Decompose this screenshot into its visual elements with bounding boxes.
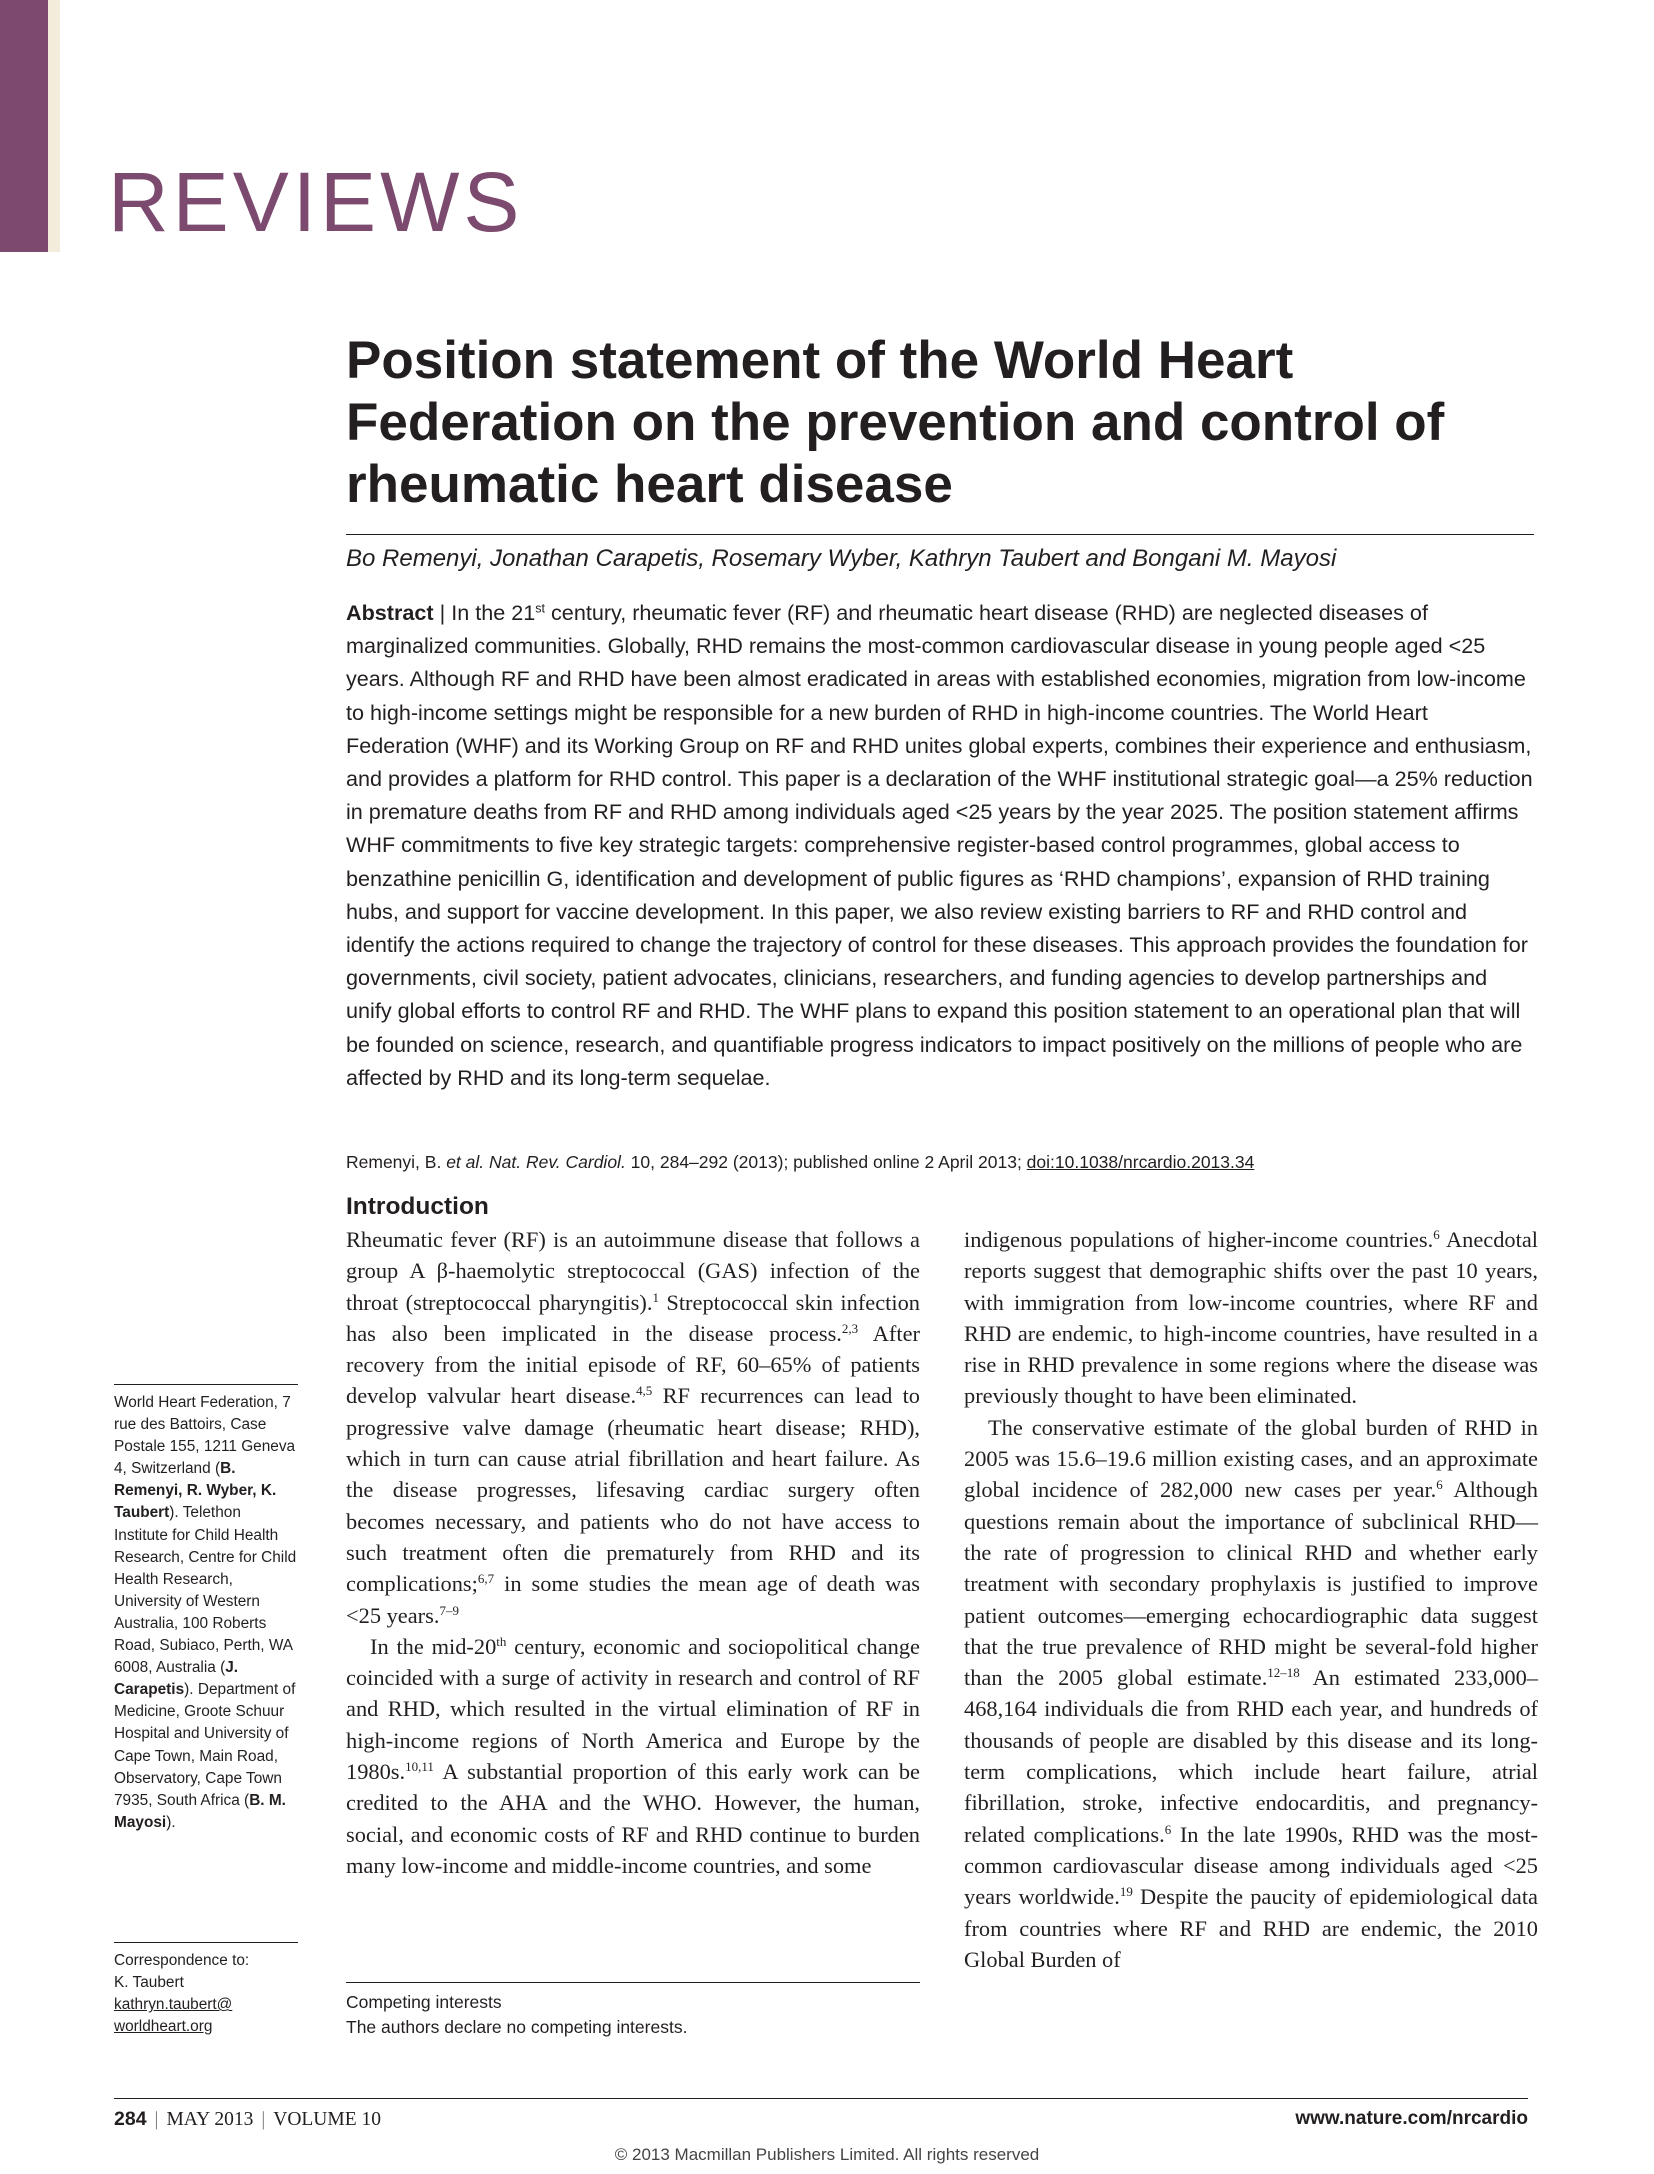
section-label: REVIEWS [108, 155, 524, 249]
page-number: 284 [114, 2108, 147, 2130]
text-run: Anecdotal reports suggest that demographic shifts over the past 10 years, with immigration from low-income countries, where RF and RHD are endemic, to high-income countries, have resulted in a rise in RHD prevalence in some regions where the disease was previously thought to have been eliminated. [964, 1227, 1539, 1409]
text-run: After recovery from the initial episode of RF, 60–65% of patients develop valvular heart disease. [346, 1320, 920, 1409]
reference-superscript: 6 [1436, 1477, 1443, 1493]
text-run: In the mid-20 [370, 1633, 497, 1659]
volume-number: VOLUME 10 [273, 2109, 382, 2130]
journal-url-link[interactable]: www.nature.com/nrcardio [1295, 2108, 1528, 2129]
correspondence [114, 1950, 298, 2038]
affiliation-text: ). Telethon Institute for Child Health Research, Centre for Child Health Research, University of Western Australia, 100 Roberts Road, Subiaco, Perth, WA 6008, Australia ( [114, 1504, 297, 1677]
affiliation-names: B. Remenyi, R. Wyber, K. Taubert [114, 1460, 277, 1522]
abstract-text: In the 21 [451, 600, 536, 625]
reference-superscript: 19 [1119, 1884, 1133, 1900]
text-run: Although questions remain about the importance of subclinical RHD—the rate of progression to clinical RHD and whether early treatment with secondary prophylaxis is justified to improve patient outcomes—emerging echocardiographic data suggest that the true prevalence of RHD might be several-fold higher than the 2005 global estimate. [964, 1477, 1539, 1691]
text-run: century, economic and sociopolitical change coincided with a surge of activity in research and control of RF and RHD, which resulted in the virtual elimination of RF in high-income regions of North America and Europe by the 1980s. [346, 1633, 920, 1785]
reference-superscript: 6 [1164, 1821, 1172, 1837]
text-run: In the late 1990s, RHD was the most-common cardiovascular disease among individuals aged <25 years worldwide. [964, 1821, 1538, 1910]
copyright-notice: © 2013 Macmillan Publishers Limited. All rights reserved [614, 2145, 1040, 2164]
correspondence-email[interactable] [114, 1996, 232, 2035]
email-part: kathryn.taubert@ [114, 1996, 233, 2014]
competing-interests-rule [346, 1982, 920, 1983]
title-rule [346, 534, 1534, 535]
reference-superscript: 6 [1433, 1227, 1440, 1243]
text-run: Despite the paucity of epidemiological data from countries where RF and RHD are endemic, the 2010 Global Burden of [964, 1884, 1538, 1972]
citation-authors: Remenyi, B. [346, 1152, 447, 1172]
article-title: Position statement of the World Heart Federation on the prevention and control of rheumatic heart disease [346, 331, 1445, 514]
reference-superscript: 12–18 [1267, 1665, 1300, 1681]
right-text-column [964, 1224, 1538, 1975]
footer-rule [114, 2098, 1528, 2099]
affiliation-names: J. Carapetis [114, 1659, 239, 1699]
text-run: indigenous populations of higher-income countries. [964, 1227, 1434, 1252]
citation-details: 10, 284–292 (2013); published online 2 April 2013; [625, 1152, 1027, 1172]
reference-superscript: 4,5 [636, 1383, 653, 1399]
text-run: The conservative estimate of the global burden of RHD in 2005 was 15.6–19.6 million existing cases, and an approximate global incidence of 282,000 new cases per year. [964, 1414, 1538, 1503]
competing-interests-heading: Competing interests [346, 1992, 502, 2012]
text-run: A substantial proportion of this early work can be credited to the AHA and the WHO. However, the human, social, and economic costs of RF and RHD continue to burden many low-income and middle-income countries, and some [346, 1759, 920, 1878]
author-list: Bo Remenyi, Jonathan Carapetis, Rosemary Wyber, Kathryn Taubert and Bongani M. Mayosi [346, 545, 1337, 572]
left-text-column [346, 1224, 920, 1881]
affiliation-text: World Heart Federation, 7 rue des Battoirs, Case Postale 155, 1211 Geneva 4, Switzerland ( [114, 1394, 296, 1478]
text-run: Rheumatic fever (RF) is an autoimmune disease that follows a group A β-haemolytic streptococcal (GAS) infection of the throat (streptococcal pharyngitis). [346, 1227, 920, 1315]
affiliation-names: B. M. Mayosi [114, 1791, 286, 1831]
left-paragraph-1 [346, 1224, 920, 1631]
right-paragraph-1 [964, 1224, 1538, 1412]
left-paragraph-2 [346, 1631, 920, 1881]
reference-superscript: 10,11 [405, 1759, 434, 1775]
competing-interests [346, 1990, 920, 2040]
abstract-text-continued: century, rheumatic fever (RF) and rheumatic heart disease (RHD) are neglected diseases of marginalized communities. Globally, RHD remains the most-common cardiovascular disease in young people aged <25 years. Although RF and RHD have been almost eradicated in areas with established economies, migration from low-income to high-income settings might be responsible for a new burden of RHD in high-income countries. The World Heart Federation (WHF) and its Working Group on RF and RHD unites global experts, combines their experience and enthusiasm, and provides a platform for RHD control. This paper is a declaration of the WHF institutional strategic goal—a 25% reduction in premature deaths from RF and RHD among individuals aged <25 years by the year 2025. The position statement affirms WHF commitments to five key strategic targets: comprehensive register-based control programmes, global access to benzathine penicillin G, identification and development of public figures as ‘RHD champions’, expansion of RHD training hubs, and support for vaccine development. In this paper, we also review existing barriers to RF and RHD control and identify the actions required to change the trajectory of control for these diseases. This approach provides the foundation for governments, civil society, patient advocates, clinicians, researchers, and funding agencies to develop partnerships and unify global efforts to control RF and RHD. The WHF plans to expand this position statement to an operational plan that will be founded on science, research, and quantifiable progress indicators to impact positively on the millions of people who are affected by RHD and its long-term sequelae. [346, 600, 1533, 1090]
affiliations [114, 1392, 298, 1834]
side-color-bar-edge [48, 0, 60, 252]
doi-link[interactable]: doi:10.1038/nrcardio.2013.34 [1026, 1152, 1255, 1172]
citation-etal: et al. [446, 1152, 485, 1172]
citation-line [346, 1150, 1254, 1174]
right-paragraph-2 [964, 1412, 1538, 1975]
reference-superscript: 2,3 [841, 1321, 859, 1337]
affiliation-text: ). [166, 1813, 176, 1831]
text-run: RF recurrences can lead to progressive valve damage (rheumatic heart disease; RHD), which in turn can cause atrial fibrillation and heart failure. As the disease progresses, lifesaving cardiac surgery often becomes necessary, and patients who do not have access to such treatment often die prematurely from RHD and its complications; [346, 1383, 920, 1597]
reference-superscript: 6,7 [477, 1571, 495, 1587]
abstract-label: Abstract [346, 600, 434, 625]
competing-interests-text: The authors declare no competing interests. [346, 2017, 688, 2037]
ordinal-superscript: th [496, 1634, 507, 1650]
side-color-bar [0, 0, 48, 252]
email-part: worldheart.org [114, 2018, 213, 2036]
issue-date: MAY 2013 [166, 2109, 254, 2130]
affiliation-text: ). Department of Medicine, Groote Schuur Hospital and University of Cape Town, Main Road, Observatory, Cape Town 7935, South Africa ( [114, 1681, 296, 1809]
affiliation-rule [114, 1384, 298, 1385]
reference-superscript: 1 [652, 1289, 659, 1305]
text-run: in some studies the mean age of death was <25 years. [346, 1571, 920, 1628]
correspondence-rule [114, 1942, 298, 1943]
text-run: Streptococcal skin infection has also been implicated in the disease process. [346, 1289, 920, 1346]
text-run: An estimated 233,000–468,164 individuals die from RHD each year, and hundreds of thousands of people are disabled by this disease and its long-term complications, which include heart failure, atrial fibrillation, stroke, infective endocarditis, and pregnancy-related complications. [964, 1665, 1538, 1847]
citation-journal: Nat. Rev. Cardiol. [484, 1152, 626, 1172]
correspondence-name: K. Taubert [114, 1974, 184, 1992]
abstract-separator: | [433, 600, 452, 625]
footer-page-info: 284 | MAY 2013 | VOLUME 10 [114, 2108, 382, 2130]
abstract [346, 596, 1534, 1094]
reference-superscript: 7–9 [439, 1602, 459, 1618]
correspondence-label: Correspondence to: [114, 1952, 250, 1969]
abstract-superscript: st [535, 601, 546, 616]
introduction-heading: Introduction [346, 1193, 489, 1220]
